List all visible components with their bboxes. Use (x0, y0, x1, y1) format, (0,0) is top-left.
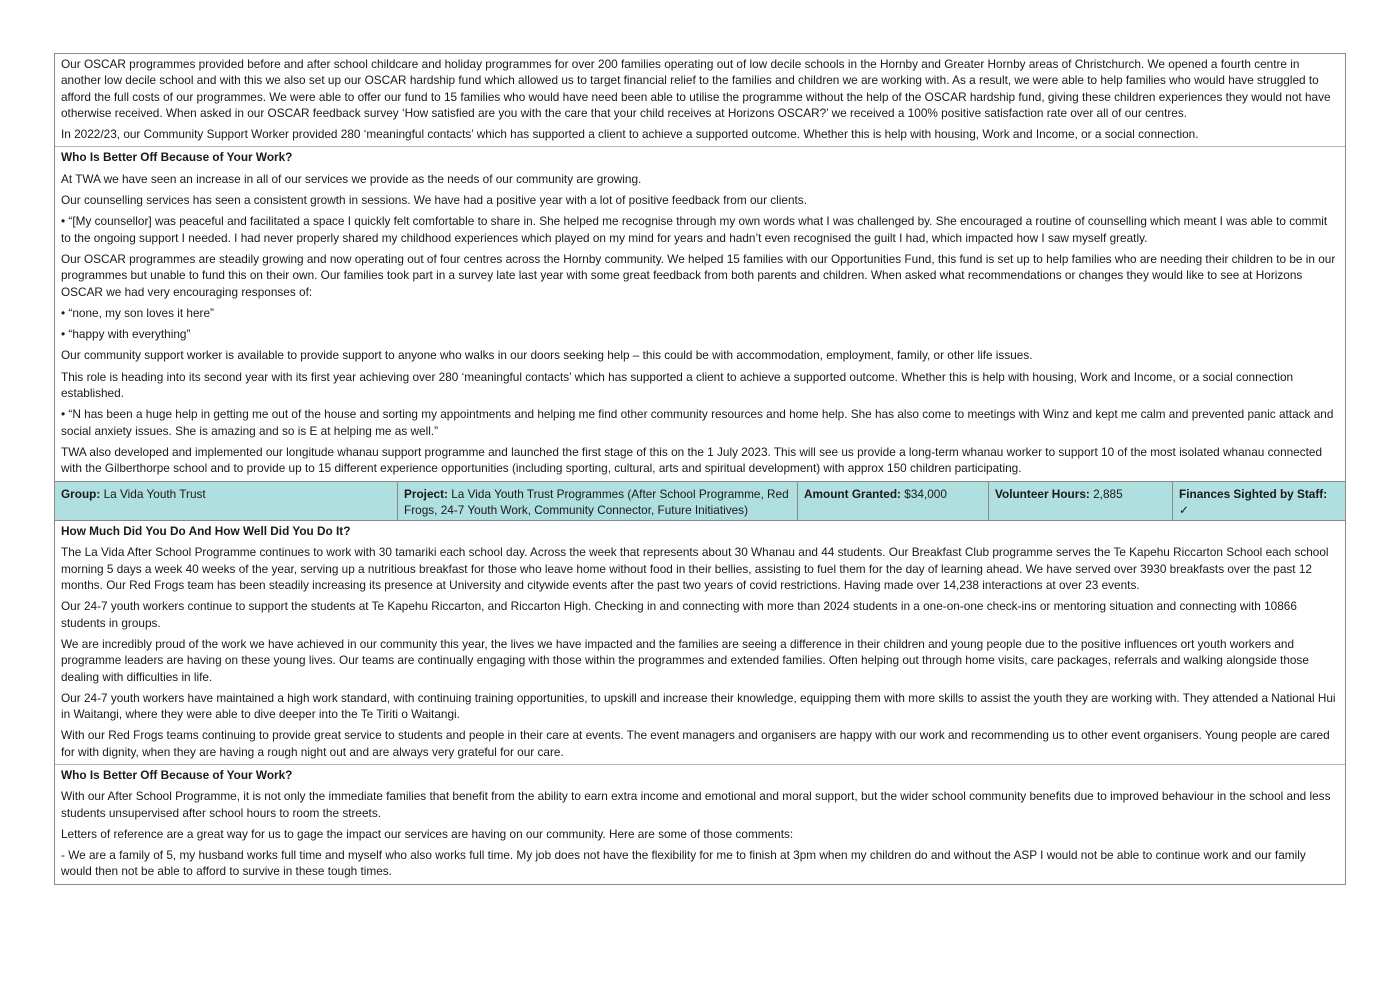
quote-item: - We are a family of 5, my husband works full time and myself who also works full time. My job does not have the flexibility for me to finish at 3pm when my children do and without the ASP I would not be able to continue work and our family would then not be able to afford to survive in these tough times. (61, 848, 1306, 879)
oscar-summary-section (55, 54, 1345, 146)
amount-label: Amount Granted: (804, 486, 901, 501)
section-heading: How Much Did You Do And How Well Did You Do It? (61, 524, 351, 539)
quote-item: • “happy with everything” (61, 327, 191, 342)
group-value: La Vida Youth Trust (103, 486, 206, 501)
paragraph: At TWA we have seen an increase in all of our services we provide as the needs of our community are growing. (61, 171, 642, 186)
lavida-better-off-section (55, 764, 1345, 884)
grant-info-row (55, 481, 1345, 522)
quote-item: • “none, my son loves it here” (61, 305, 214, 320)
section-heading: Who Is Better Off Because of Your Work? (61, 150, 293, 165)
lavida-how-much-section (55, 521, 1345, 764)
twa-better-off-section (55, 146, 1345, 480)
paragraph: Our 24-7 youth workers continue to support the students at Te Kapehu Riccarton, and Riccarton High. Checking in and connecting with more than 2024 students in a one-on-one check-ins or mentoring situation and connecting with 10866 students in groups. (61, 599, 1297, 630)
hours-value: 2,885 (1093, 486, 1123, 501)
hours-label: Volunteer Hours: (995, 486, 1090, 501)
project-cell (397, 482, 797, 521)
paragraph: With our Red Frogs teams continuing to provide great service to students and people in their care at events. The event managers and organisers are happy with our work and recommending us to other event organisers. Young people are cared for with dignity, when they are having a rough night out and are always very grateful for our care. (61, 728, 1330, 759)
check-icon: ✓ (1179, 502, 1189, 517)
paragraph: This role is heading into its second year with its first year achieving over 280 ‘meaningful contacts’ which has supported a client to achieve a supported outcome. Whether this is help with housing, Work and Income, or a social connection established. (61, 369, 1294, 401)
amount-value: $34,000 (904, 486, 947, 501)
finances-label: Finances Sighted by Staff: (1179, 486, 1328, 501)
paragraph: With our After School Programme, it is not only the immediate families that benefit from the ability to earn extra income and emotional and moral support, but the wider school community benefits due to improved behaviour in the school and less students unsupervised after school hours to room the streets. (61, 789, 1331, 820)
section-heading: Who Is Better Off Because of Your Work? (61, 767, 293, 782)
paragraph: Letters of reference are a great way for us to gage the impact our services are having on our community. Here are some of those comments: (61, 826, 794, 841)
paragraph: Our 24-7 youth workers have maintained a high work standard, with continuing training opportunities, to upskill and increase their knowledge, equipping them with more skills to assist the youth they are working with. They attended a National Hui in Waitangi, where they were able to dive deeper into the Te Tiriti o Waitangi. (61, 690, 1336, 722)
paragraph: Our community support worker is available to provide support to anyone who walks in our doors seeking help – this could be with accommodation, employment, family, or other life issues. (61, 348, 1033, 363)
group-cell (55, 482, 397, 521)
group-label: Group: (61, 486, 101, 501)
hours-cell (988, 482, 1172, 521)
project-value: La Vida Youth Trust Programmes (After School Programme, Red Frogs, 24-7 Youth Work, Community Connector, Future Initiatives) (404, 486, 789, 517)
finances-cell (1172, 482, 1345, 521)
amount-cell (797, 482, 988, 521)
project-label: Project: (404, 486, 448, 501)
paragraph: Our OSCAR programmes provided before and after school childcare and holiday programmes for over 200 families operating out of low decile schools in the Hornby and Greater Hornby areas of Christchurch. We opened a fourth centre in another low decile school and with this we also set up our OSCAR hardship fund which allowed us to target financial relief to the families and children we are working with. As a result, we were able to help families who would have struggled to afford the full costs of our programmes. We were able to offer our fund to 15 families who would have need been able to utilise the programme without the help of the OSCAR hardship fund, giving these children experiences they would not have otherwise received. When asked in our OSCAR feedback survey ‘How satisfied are you with the care that your child receives at Horizons OSCAR?’ we received a 100% positive satisfaction rate over all of our centres. (61, 57, 1331, 120)
paragraph: Our OSCAR programmes are steadily growing and now operating out of four centres across the Hornby community. We helped 15 families with our Opportunities Fund, this fund is set up to help families who are needing their children to be in our programmes but unable to fund this on their own. Our families took part in a survey late last year with some great feedback from both parents and children. When asked what recommendations or changes they would like to see at Horizons OSCAR we had very encouraging responses of: (61, 251, 1336, 299)
paragraph: TWA also developed and implemented our longitude whanau support programme and launched the first stage of this on the 1 July 2023. This will see us provide a long-term whanau worker to support 10 of the most isolated whanau connected with the Gilberthorpe school and to provide up to 15 different experience opportunities (including sporting, cultural, arts and spiritual development) with approx 150 children participating. (61, 444, 1323, 476)
quote-item: • “[My counsellor] was peaceful and facilitated a space I quickly felt comfortable to share in. She helped me recognise through my own words what I was challenged by. She encouraged a routine of counselling which meant I was able to commit to the ongoing support I needed. I had never properly shared my childhood experiences which played on my mind for years and hadn’t even recognised the guilt I had, which impacted how I saw myself greatly. (61, 214, 1328, 245)
paragraph: In 2022/23, our Community Support Worker provided 280 ‘meaningful contacts’ which has supported a client to achieve a supported outcome. Whether this is help with housing, Work and Income, or a social connection. (61, 127, 1199, 142)
paragraph: Our counselling services has seen a consistent growth in sessions. We have had a positive year with a lot of positive feedback from our clients. (61, 193, 807, 208)
paragraph: The La Vida After School Programme continues to work with 30 tamariki each school day. Across the week that represents about 30 Whanau and 44 students. Our Breakfast Club programme serves the Te Kapehu Riccarton School each school morning 5 days a week 40 weeks of the year, serving up a nutritious breakfast for those who leave home without food in their bellies, assisting to fuel them for the day of learning ahead. We have served over 3930 breakfasts over the past 12 months. Our Red Frogs team has been steadily increasing its presence at University and citywide events after the past two years of covid restrictions. Having made over 14,238 interactions at over 23 events. (61, 545, 1329, 593)
report-table (54, 53, 1346, 885)
quote-item: • “N has been a huge help in getting me out of the house and sorting my appointments and helping me find other community resources and home help. She has also come to meetings with Winz and kept me calm and prevented panic attack and social anxiety issues. She is amazing and so is E at helping me as well.” (61, 407, 1334, 438)
paragraph: We are incredibly proud of the work we have achieved in our community this year, the lives we have impacted and the families are seeing a difference in their children and young people due to the positive influences ort youth workers and programme leaders are having on these young lives. Our teams are continually engaging with those within the programmes and extended families. Often helping out through home visits, care packages, referrals and walking alongside those dealing with difficulties in life. (61, 636, 1309, 684)
